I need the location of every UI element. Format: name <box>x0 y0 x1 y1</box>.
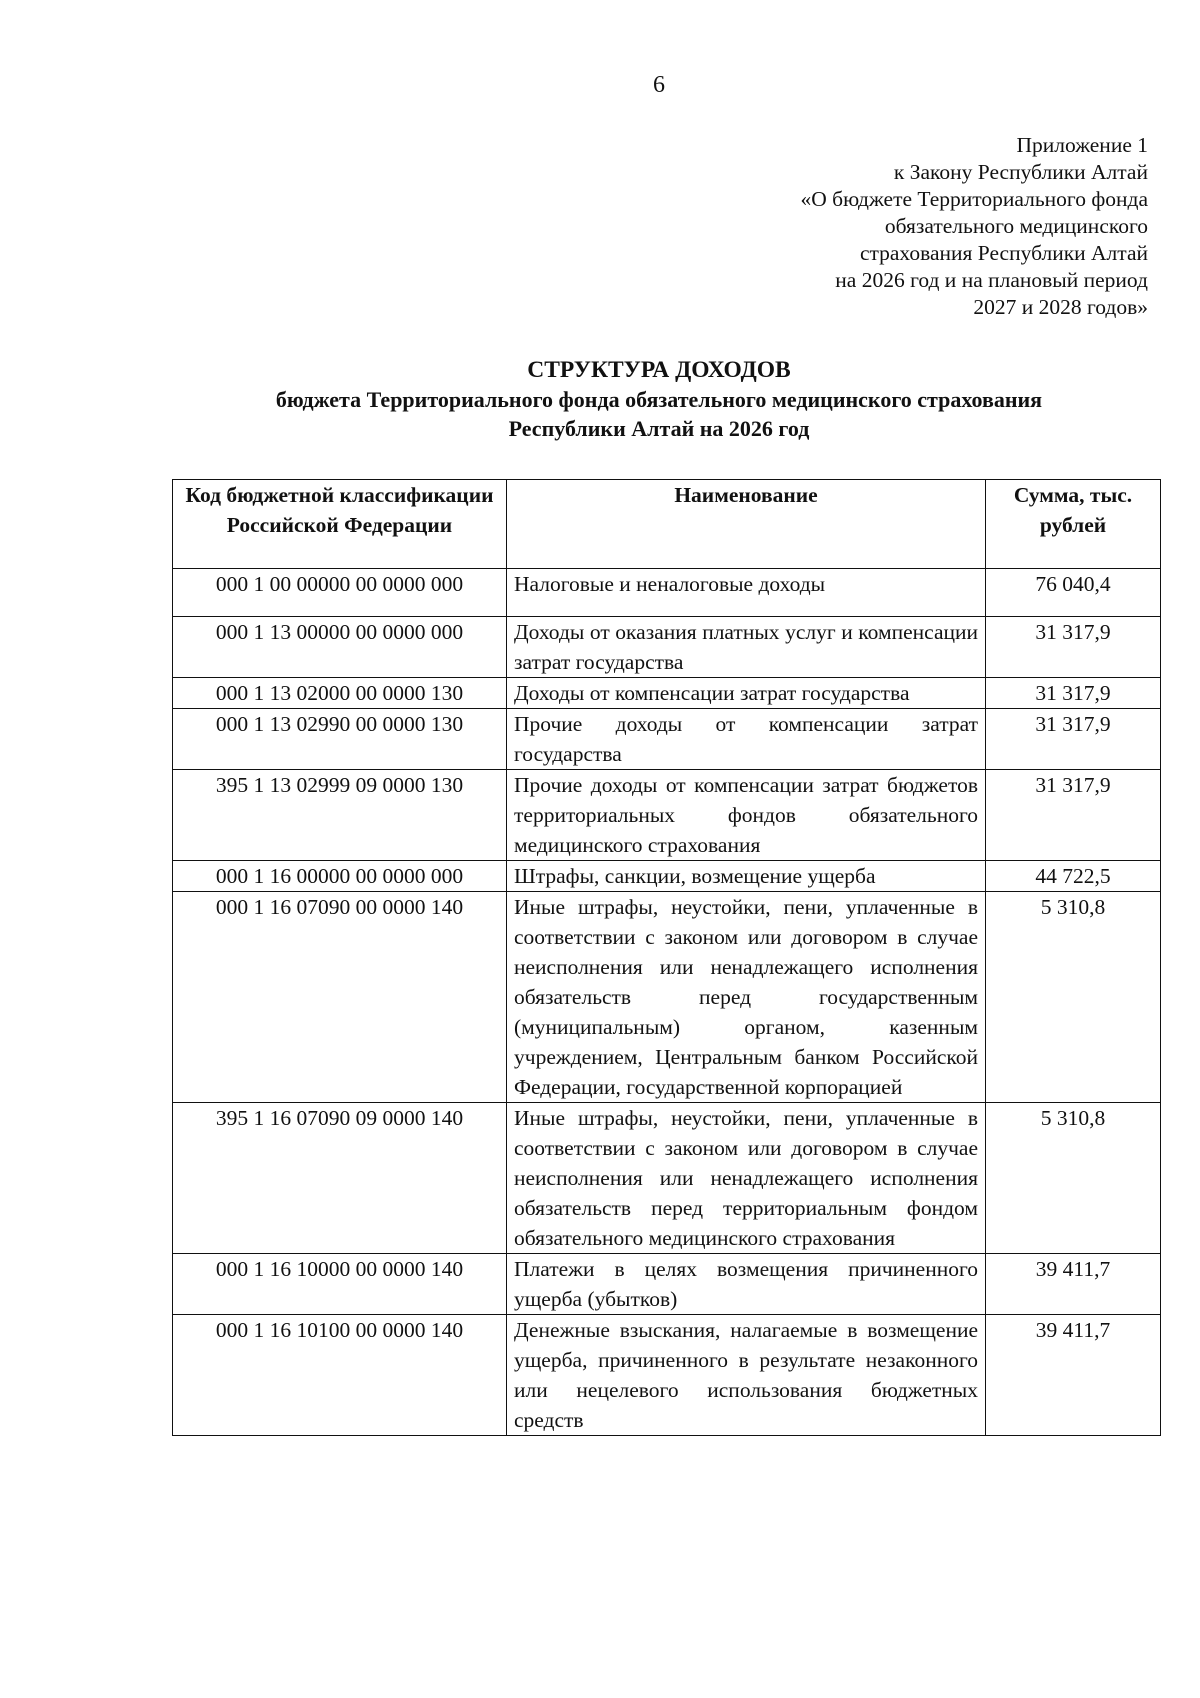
row-code: 000 1 16 07090 00 0000 140 <box>173 892 507 1103</box>
row-name: Платежи в целях возмещения причиненного ущерба (убытков) <box>507 1254 986 1315</box>
appendix-line: на 2026 год и на плановый период <box>835 268 1148 292</box>
row-amount: 31 317,9 <box>986 770 1161 861</box>
row-amount: 5 310,8 <box>986 892 1161 1103</box>
appendix-reference <box>448 132 1148 321</box>
row-code: 000 1 13 02990 00 0000 130 <box>173 709 507 770</box>
document-title <box>0 356 1200 443</box>
page-number: 6 <box>653 72 665 98</box>
table-header-row <box>173 480 1161 569</box>
row-name: Штрафы, санкции, возмещение ущерба <box>507 861 986 892</box>
title-line: СТРУКТУРА ДОХОДОВ <box>527 357 791 383</box>
row-code: 000 1 00 00000 00 0000 000 <box>173 569 507 617</box>
row-name: Прочие доходы от компенсации затрат государства <box>507 709 986 770</box>
appendix-line: «О бюджете Территориального фонда <box>800 187 1148 211</box>
row-code: 000 1 16 10000 00 0000 140 <box>173 1254 507 1315</box>
header-name: Наименование <box>507 480 986 569</box>
row-code: 000 1 16 10100 00 0000 140 <box>173 1315 507 1436</box>
table-row <box>173 569 1161 617</box>
subtitle-line: Республики Алтай на 2026 год <box>508 416 810 441</box>
row-name: Иные штрафы, неустойки, пени, уплаченные в соответствии с законом или договором в случае неисполнения или ненадлежащего исполнения обязательств перед территориальным фондом обязательного медицинского страхования <box>507 1103 986 1254</box>
row-amount: 31 317,9 <box>986 617 1161 678</box>
row-name: Прочие доходы от компенсации затрат бюджетов территориальных фондов обязательного медицинского страхования <box>507 770 986 861</box>
appendix-line: страхования Республики Алтай <box>859 241 1148 265</box>
table-row <box>173 770 1161 861</box>
row-amount: 31 317,9 <box>986 678 1161 709</box>
appendix-line: обязательного медицинского <box>884 214 1148 238</box>
table-row <box>173 617 1161 678</box>
row-code: 000 1 13 02000 00 0000 130 <box>173 678 507 709</box>
row-amount: 76 040,4 <box>986 569 1161 617</box>
table-row <box>173 1315 1161 1436</box>
table-row <box>173 1103 1161 1254</box>
row-code: 395 1 16 07090 09 0000 140 <box>173 1103 507 1254</box>
income-structure-table <box>172 479 1161 1436</box>
row-name: Денежные взыскания, налагаемые в возмещение ущерба, причиненного в результате незаконного или нецелевого использования бюджетных средств <box>507 1315 986 1436</box>
row-code: 000 1 16 00000 00 0000 000 <box>173 861 507 892</box>
table-row <box>173 709 1161 770</box>
table-row <box>173 892 1161 1103</box>
table-row <box>173 1254 1161 1315</box>
row-code: 395 1 13 02999 09 0000 130 <box>173 770 507 861</box>
appendix-line: Приложение 1 <box>1016 133 1148 157</box>
row-name: Налоговые и неналоговые доходы <box>507 569 986 617</box>
row-amount: 39 411,7 <box>986 1315 1161 1436</box>
row-name: Доходы от компенсации затрат государства <box>507 678 986 709</box>
table-row <box>173 678 1161 709</box>
row-name: Иные штрафы, неустойки, пени, уплаченные в соответствии с законом или договором в случае неисполнения или ненадлежащего исполнения обязательств перед государственным (муниципальным) органом, казенным учреждением, Центральным банком Российской Федерации, государственной корпорацией <box>507 892 986 1103</box>
row-amount: 44 722,5 <box>986 861 1161 892</box>
subtitle-line: бюджета Территориального фонда обязательного медицинского страхования <box>275 387 1043 412</box>
header-code: Код бюджетной классификации Российской Федерации <box>173 480 507 569</box>
row-amount: 31 317,9 <box>986 709 1161 770</box>
row-code: 000 1 13 00000 00 0000 000 <box>173 617 507 678</box>
header-amount: Сумма, тыс. рублей <box>986 480 1161 569</box>
row-amount: 5 310,8 <box>986 1103 1161 1254</box>
appendix-line: 2027 и 2028 годов» <box>973 295 1148 319</box>
table-row <box>173 861 1161 892</box>
row-name: Доходы от оказания платных услуг и компенсации затрат государства <box>507 617 986 678</box>
row-amount: 39 411,7 <box>986 1254 1161 1315</box>
appendix-line: к Закону Республики Алтай <box>893 160 1148 184</box>
